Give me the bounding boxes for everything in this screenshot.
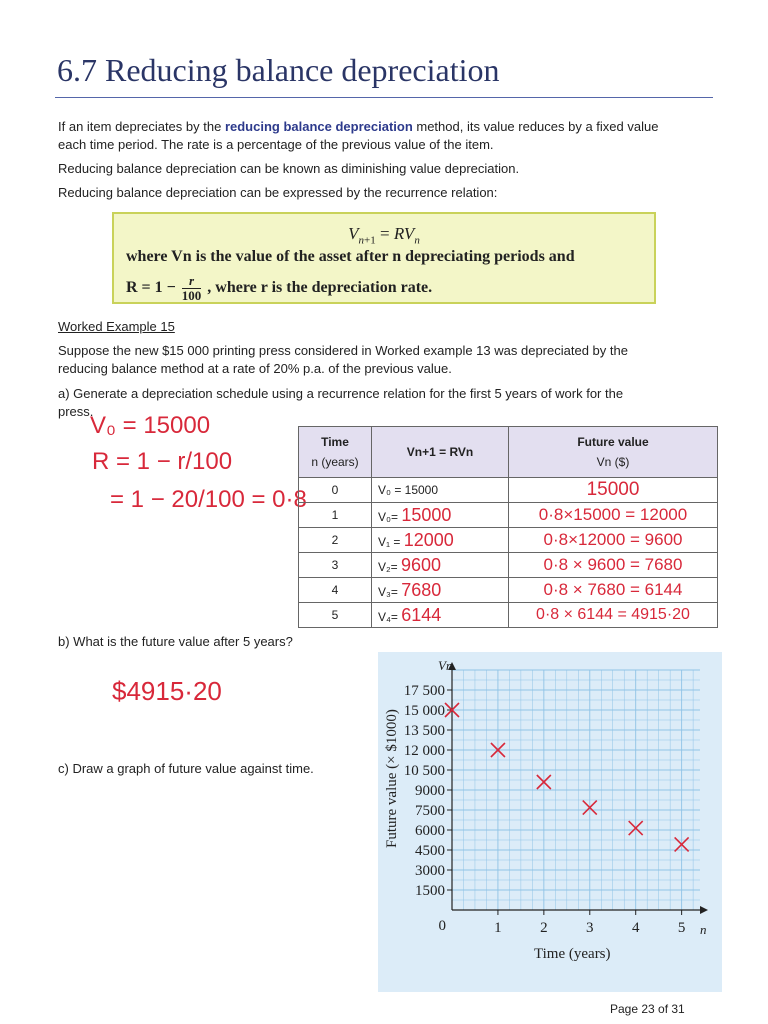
cell-relation bbox=[372, 478, 509, 503]
cell-n: 5 bbox=[299, 603, 372, 628]
cell-relation bbox=[372, 578, 509, 603]
question-c: c) Draw a graph of future value against time. bbox=[58, 761, 314, 776]
cell-n: 0 bbox=[299, 478, 372, 503]
table-row bbox=[299, 503, 718, 528]
example-heading: Worked Example 15 bbox=[58, 319, 175, 334]
x-tick-label: 1 bbox=[494, 920, 502, 936]
cell-future-value: 0·8×12000 = 9600 bbox=[509, 528, 718, 553]
table-row bbox=[299, 603, 718, 628]
example-text-line: reducing balance method at a rate of 20% p.a. of the previous value. bbox=[58, 361, 452, 376]
formula-rate-definition bbox=[126, 274, 432, 303]
cell-n: 4 bbox=[299, 578, 372, 603]
intro-text: each time period. The rate is a percentage of the previous value of the item. bbox=[58, 137, 494, 152]
example-text bbox=[58, 342, 718, 378]
y-tick-label: 9000 bbox=[415, 783, 445, 799]
table-row bbox=[299, 478, 718, 503]
page-number: Page 23 of 31 bbox=[610, 1002, 685, 1016]
header-future-value bbox=[509, 427, 718, 478]
cell-future-value: 15000 bbox=[509, 478, 718, 503]
formula-rate-text: , where r is the depreciation rate. bbox=[207, 279, 433, 297]
cell-relation-value: 15000 bbox=[401, 504, 452, 525]
cell-future-value: 0·8×15000 = 12000 bbox=[509, 503, 718, 528]
cell-n: 1 bbox=[299, 503, 372, 528]
y-tick-label: 17 500 bbox=[403, 683, 445, 699]
cell-future-value: 0·8 × 6144 = 4915·20 bbox=[509, 603, 718, 628]
cell-relation bbox=[372, 503, 509, 528]
title-rule bbox=[55, 97, 713, 98]
y-tick-label: 10 500 bbox=[403, 763, 445, 779]
intro-paragraph-2: Reducing balance depreciation can be known as diminishing value depreciation. bbox=[58, 161, 520, 176]
x-tick-label: 5 bbox=[677, 920, 686, 936]
page-title: 6.7 Reducing balance depreciation bbox=[57, 52, 500, 88]
x-tick-label: 3 bbox=[586, 920, 594, 936]
y-tick-label: 13 500 bbox=[403, 723, 445, 739]
cell-n: 2 bbox=[299, 528, 372, 553]
cell-relation-text: V₀ = 15000 bbox=[378, 483, 439, 497]
highlight-term: reducing balance depreciation bbox=[224, 119, 413, 134]
cell-relation-text: V₄= bbox=[378, 609, 398, 624]
header-fv-unit: Vn ($) bbox=[596, 455, 630, 469]
table-row bbox=[299, 528, 718, 553]
cell-relation-value: 12000 bbox=[403, 529, 454, 550]
y-tick-label: 15 000 bbox=[403, 703, 445, 719]
formula-box bbox=[112, 212, 656, 304]
formula-description: where Vn is the value of the asset after n depreciating periods and bbox=[126, 248, 575, 265]
y-tick-label: 4500 bbox=[415, 843, 445, 859]
y-tick-label: 3000 bbox=[415, 863, 445, 879]
x-axis-label: Time (years) bbox=[534, 946, 611, 962]
table-header-row bbox=[299, 427, 718, 478]
y-tick-label: 7500 bbox=[415, 803, 445, 819]
header-time bbox=[299, 427, 372, 478]
cell-relation-value: 6144 bbox=[401, 604, 442, 625]
header-time-label: Time bbox=[321, 435, 349, 449]
handwritten-answer-b: $4915·20 bbox=[112, 676, 222, 706]
question-b: b) What is the future value after 5 years? bbox=[58, 634, 293, 649]
cell-relation bbox=[372, 553, 509, 578]
intro-text: If an item depreciates by the bbox=[58, 119, 225, 134]
intro-text: method, its value reduces by a fixed value bbox=[412, 119, 659, 134]
header-fv-label: Future value bbox=[577, 435, 649, 449]
question-a-line: a) Generate a depreciation schedule using a recurrence relation for the first 5 years of work for the bbox=[58, 386, 624, 401]
table-row bbox=[299, 578, 718, 603]
intro-paragraph-1 bbox=[58, 118, 718, 154]
handwritten-r-value: = 1 − 20/100 = 0·8 bbox=[110, 486, 307, 513]
header-time-unit: n (years) bbox=[311, 455, 359, 469]
future-value-chart bbox=[370, 652, 722, 992]
y-tick-label: 1500 bbox=[415, 883, 445, 899]
cell-relation-value: 9600 bbox=[401, 554, 442, 575]
y-tick-label: 12 000 bbox=[403, 743, 445, 759]
recurrence-formula: $V_{n+1} = RV_n$ bbox=[348, 224, 420, 247]
cell-relation-text: V₀= bbox=[378, 509, 398, 524]
intro-paragraph-3: Reducing balance depreciation can be expressed by the recurrence relation: bbox=[58, 185, 498, 200]
x-tick-label: 4 bbox=[631, 920, 640, 936]
example-text-line: Suppose the new $15 000 printing press considered in Worked example 13 was depreciated by the bbox=[58, 343, 628, 358]
question-a-line: press. bbox=[58, 404, 94, 419]
formula-fraction bbox=[182, 274, 202, 303]
depreciation-schedule-table bbox=[298, 426, 718, 628]
fraction-denominator: 100 bbox=[181, 288, 202, 303]
cell-relation-text: V₁ = bbox=[378, 534, 401, 549]
cell-n: 3 bbox=[299, 553, 372, 578]
cell-relation-value: 7680 bbox=[401, 579, 442, 600]
cell-relation bbox=[372, 528, 509, 553]
fraction-numerator: r bbox=[182, 274, 202, 289]
y-axis-symbol: Vn bbox=[438, 658, 453, 673]
handwritten-v0: V₀ = 15000 bbox=[90, 412, 211, 439]
formula-r-eq: R = 1 − bbox=[126, 279, 176, 297]
y-axis-label: Future value (× $1000) bbox=[384, 709, 400, 848]
header-relation: Vn+1 = RVn bbox=[372, 427, 509, 478]
handwritten-r-formula: R = 1 − r/100 bbox=[92, 448, 233, 475]
cell-relation-text: V₂= bbox=[378, 559, 398, 574]
cell-relation bbox=[372, 603, 509, 628]
origin-label: 0 bbox=[438, 918, 446, 934]
x-axis-symbol: n bbox=[700, 922, 707, 937]
x-tick-label: 2 bbox=[540, 920, 548, 936]
table-row bbox=[299, 553, 718, 578]
y-tick-label: 6000 bbox=[415, 823, 445, 839]
cell-future-value: 0·8 × 9600 = 7680 bbox=[509, 553, 718, 578]
cell-relation-text: V₃= bbox=[378, 584, 398, 599]
cell-future-value: 0·8 × 7680 = 6144 bbox=[509, 578, 718, 603]
